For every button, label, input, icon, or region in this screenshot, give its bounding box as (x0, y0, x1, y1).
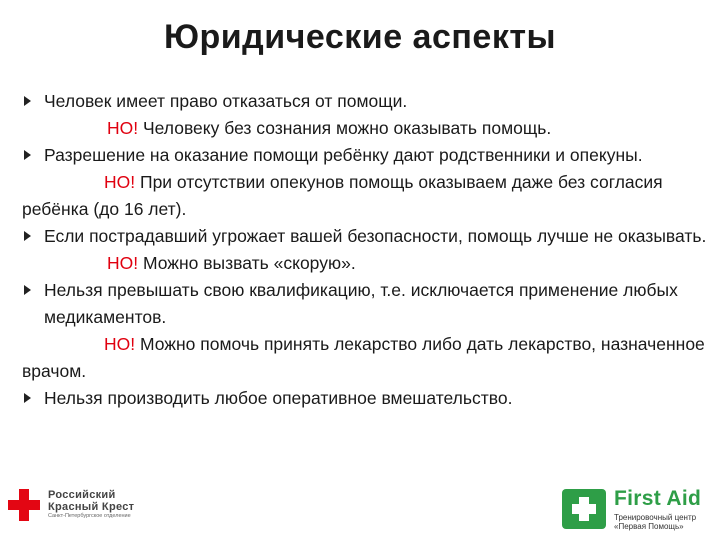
logo-line-2: Красный Крест (48, 501, 135, 513)
exception-note-2 (22, 169, 712, 223)
exception-marker: НО! (104, 172, 136, 192)
exception-note-4 (22, 331, 712, 385)
bullet-item-1 (22, 88, 712, 115)
exception-marker: НО! (107, 118, 139, 138)
exception-note-1 (22, 115, 712, 142)
bullet-arrow-icon (24, 285, 31, 295)
bullet-text: Нельзя производить любое оперативное вмешательство. (44, 388, 513, 408)
first-aid-subtitle (614, 513, 696, 531)
bullet-text: Если пострадавший угрожает вашей безопасности, помощь лучше не оказывать. (44, 226, 707, 246)
first-aid-cross-icon (562, 489, 606, 529)
bullet-text: Разрешение на оказание помощи ребёнку дают родственники и опекуны. (44, 145, 643, 165)
bullet-item-4 (22, 277, 712, 331)
logo-line-1: Российский (48, 489, 116, 501)
logo-line-3: Санкт-Петербургское отделение (48, 513, 131, 519)
bullet-text: Нельзя превышать свою квалификацию, т.е. исключается применение любых медикаментов. (44, 280, 678, 327)
bullet-item-5 (22, 385, 712, 412)
bullet-arrow-icon (24, 231, 31, 241)
bullet-arrow-icon (24, 150, 31, 160)
exception-note-3 (22, 250, 712, 277)
bullet-arrow-icon (24, 96, 31, 106)
exception-marker: НО! (104, 334, 136, 354)
red-cross-logo (8, 487, 158, 529)
first-aid-sub-line-1: Тренировочный центр (614, 513, 697, 522)
bullet-text: Человек имеет право отказаться от помощи. (44, 91, 408, 111)
red-cross-icon (8, 489, 40, 521)
exception-text: Человеку без сознания можно оказывать помощь. (138, 118, 552, 138)
bullet-item-2 (22, 142, 712, 169)
exception-text: При отсутствии опекунов помощь оказываем даже без согласия ребёнка (до 16 лет). (22, 172, 663, 219)
first-aid-logo (562, 487, 717, 533)
exception-marker: НО! (107, 253, 139, 273)
slide-title: Юридические аспекты (163, 18, 557, 56)
exception-text: Можно помочь принять лекарство либо дать лекарство, назначенное врачом. (22, 334, 705, 381)
first-aid-sub-line-2: «Первая Помощь» (614, 522, 684, 531)
bullet-arrow-icon (24, 393, 31, 403)
red-cross-logo-text (48, 489, 134, 520)
bullet-item-3 (22, 223, 712, 250)
slide-content (22, 88, 712, 412)
exception-text: Можно вызвать «скорую». (138, 253, 356, 273)
first-aid-title: First Aid (614, 487, 702, 510)
